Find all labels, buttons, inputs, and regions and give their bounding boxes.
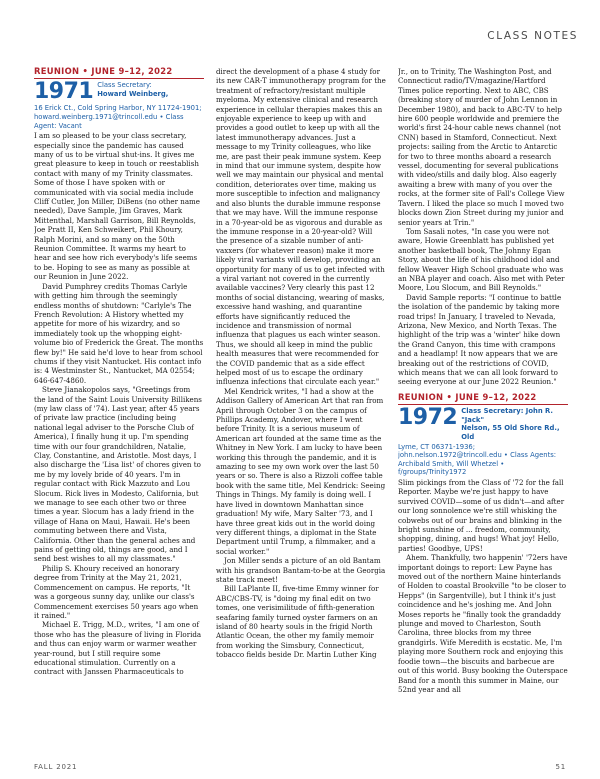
- note-paragraph: Mel Kendrick writes, "I had a show at the Addison Gallery of American Art that ran from April through October 3 on the campus of Phillips Academy, Andover, where I went before Trinity. It is a serious museum of American art founded at the same time as the Whitney in New York. I am lucky to have been working this through the pandemic, and it is amazing to see my own work over the last 50 years or so. There is also a Rizzoli coffee table book with the same title, Mel Kendrick: Seeing Things in Things. My family is doing well. I have lived in downtown Manhattan since graduation! My wife, Mary Salter '73, and I have three great kids out in the world doing very different things, a diplomat in the State Department until Trump, a filmmaker, and a social worker.": [216, 386, 386, 556]
- class-heading-1972: [398, 407, 568, 441]
- secretary-name: Nelson, 55 Old Shore Rd., Old: [461, 424, 560, 441]
- class-secretary-1972: [461, 407, 568, 441]
- note-paragraph: David Pumphrey credits Thomas Carlyle with getting him through the seemingly endless months of shutdown: "Carlyle's The French Revolution: A History whetted my appetite for more of his wizardry, and so immediately took up the whopping eight-volume bio of Frederick the Great. The months flew by!" He said he'd love to hear from school chums if they visit Nantucket. His contact info is: 4 Westminster St., Nantucket, MA 02554; 646-647-4860.: [34, 281, 204, 385]
- page-number: 51: [555, 763, 566, 771]
- note-paragraph: Slim pickings from the Class of '72 for the fall Reporter. Maybe we're just happy to have survived COVID—some of us didn't—and after our long sonnolence we're still whisking the cobwebs out of our brains and blinking in the bright sunshine of ... freedom, community, shopping, dining, and hugs! What joy! Hello, parties! Goodbye, UPS!: [398, 477, 565, 553]
- secretary-label: Class Secretary:: [97, 81, 152, 90]
- note-paragraph: I am so pleased to be your class secretary, especially since the pandemic has caused many of us to be virtual shut-ins. It gives me great pleasure to keep in touch or reestablish contact with many of my Trinity classmates. Some of those I have spoken with or communicated with via social media include Cliff Cutler, Jon Miller, DiBens (no other name needed), Dave Sample, Jim Graves, Mark Mittenthal, Marshall Garrison, Bill Reynolds, Joe Pratt II, Ken Schweikert, Phil Khoury, Ralph Morini, and so many on the 50th Reunion Committee. It warms my heart to hear and see how rich everybody's life seems to be. Hoping to see as many as possible at our Reunion in June 2022.: [34, 131, 200, 282]
- secretary-label: Class Secretary: John R. "Jack": [461, 407, 553, 424]
- class-secretary-1971: [97, 81, 168, 98]
- note-paragraph: Bill LaPlante II, five-time Emmy winner for ABC/CBS-TV, is "doing my final edit on two tomes, one verisimilitude of fifth-generation seafaring family turned oyster farmers on an island of 80 hearty souls in the frigid North Atlantic Ocean, the other my family memoir from working the Simsbury, Connecticut, tobacco fields beside Dr. Martin Luther King: [216, 584, 379, 660]
- note-paragraph: David Sample reports: "I continue to battle the isolation of the pandemic by taking more road trips! In January, I traveled to Nevada, Arizona, New Mexico, and North Texas. The highlight of the trip was a 'winter' hike down the Grand Canyon, this time with crampons and a headlamp! It now appears that we are breaking out of the restrictions of COVID, which means that we can all look forward to seeing everyone at our June 2022 Reunion.": [398, 292, 562, 387]
- column-3: [398, 67, 568, 755]
- column-2: [216, 67, 386, 755]
- class-heading-1971: [34, 81, 204, 103]
- column-1: [34, 67, 204, 755]
- class-year-1971: 1971: [34, 79, 94, 105]
- note-paragraph: Philip S. Khoury received an honorary degree from Trinity at the May 21, 2021, Commencement on campus. He reports, "It was a gorgeous sunny day, unlike our class's Commencement exercises 50 years ago when it rained.": [34, 563, 199, 620]
- note-paragraph: direct the development of a phase 4 study for its new CAR-T immunotherapy program for the treatment of refractory/resistant multiple myeloma. My extensive clinical and research experience in cellular therapies makes this an enjoyable experience to keep up with and provides a good outlet to keep up with all the latest immunotherapy advances. Just a message to my Trinity colleagues, who like me, are past their peak immune system. Keep in mind that our immune system, despite how well we may maintain our physical and mental condition, deteriorates over time, making us more susceptible to infection and malignancy and also blunts the durable immune response that we may have. Will the immune response in a 70-year-old be as vigorous and durable as the immune response in a 20-year-old? Will the presence of a sizable number of anti-vaxxers (for whatever reason) make it more likely viral variants will develop, providing an opportunity for many of us to get infected with a viral variant not covered in the currently available vaccines? Very clearly this past 12 months of social distancing, wearing of masks, excessive hand washing, and quarantine efforts have significantly reduced the incidence and transmission of normal influenza that plagues us each winter season. Thus, we should all keep in mind the public health measures that were recommended for the COVID pandemic that as a side effect helped most of us to escape the ordinary influenza infections that circulate each year.": [216, 67, 386, 387]
- note-paragraph: Tom Sasali notes, "In case you were not aware, Howie Greenblatt has published yet another basketball book, The Johnny Egan Story, about the life of his childhood idol and fellow Weaver High School graduate who was an NBA player and coach. Also met with Peter Moore, Lou Slocum, and Bill Reynolds.": [398, 226, 565, 293]
- note-paragraph: Michael E. Trigg, M.D., writes, "I am one of those who has the pleasure of living in Florida and thus can enjoy warm or warmer weather year-round, but I still require some educational stimulation. Currently on a contract with Janssen Pharmaceuticals to: [34, 620, 202, 677]
- note-paragraph: Jon Miller sends a picture of an old Bantam with his grandson Bantam-to-be at the Georgia state track meet!: [216, 556, 386, 584]
- section-header: CLASS NOTES: [487, 30, 578, 42]
- note-paragraph: Ahem. Thankfully, two happenin' '72ers have important doings to report: Lew Payne has moved out of the northern Maine hinterlands of Holden to coastal Brookville "to be closer to Hepps" (in Sargentville), but I think it's just coincidence and he's joshing me. And John Moses reports he "finally took the grandaddy plunge and moved to Charleston, South Carolina, three blocks from my three grandgirls. Wife Meredith is ecstatic. Me, I'm playing more Southern rock and enjoying this foodie town—the biscuits and barbecue are out of this world. Busy booking the Outerspace Band for a month this summer in Maine, our 52nd year and all: [398, 553, 568, 694]
- class-notes-columns: [34, 67, 568, 755]
- class-contact-1972: Lyme, CT 06371-1936; john.nelson.1972@trincoll.edu • Class Agents: Archibald Smith, Will Whetzel • f/groups/Trinity1972: [398, 442, 557, 477]
- class-year-1972: 1972: [398, 405, 458, 431]
- class-contact-1971: 16 Erick Ct., Cold Spring Harbor, NY 11724-1901; howard.weinberg.1971@trincoll.edu • Class Agent: Vacant: [34, 104, 202, 130]
- issue-label: FALL 2021: [34, 763, 78, 771]
- reunion-banner-1971: REUNION • JUNE 9–12, 2022: [34, 67, 204, 79]
- reunion-banner-1972: REUNION • JUNE 9–12, 2022: [398, 393, 568, 405]
- secretary-name: Howard Weinberg,: [97, 90, 169, 98]
- note-paragraph: Jr., on to Trinity, The Washington Post, and Connecticut radio/TV/magazine/Hartford Times police reporting. Next to ABC, CBS (breaking story of murder of John Lennon in December 1980), and back to ABC-TV to help hire 600 people worldwide and premiere the world's first 24-hour cable news channel (not CNN) based in Stamford, Connecticut. Next projects: sailing from the Arctic to Antarctic for two to three months aboard a research vessel, documenting for several publications with video/stills and daily blog. Also eagerly awaiting a brew with many of you over the rocks, at the former site of Fall's College View Tavern. I liked the place so much I moved two blocks down Zion Street during my junior and senior years at Trin.": [398, 67, 565, 227]
- note-paragraph: Steve Jianakopolos says, "Greetings from the land of the Saint Louis University Billikens (my law class of '74). Last year, after 45 years of private law practice (including being national legal adviser to the Porsche Club of America), I finally hung it up. I'm spending time with our four grandchildren, Natalie, Clay, Constantine, and Aristotle. Most days, I also discharge the 'Lisa list' of chores given to me by my lovely bride of 40 years. I'm in regular contact with Rick Mazzuto and Lou Slocum. Rick lives in Modesto, California, but we manage to see each other two or three times a year. Slocum has a lady friend in the village of Hana on Maui, Hawaii. He's been commuting between there and Vista, California. Other than the general aches and pains of getting old, things are good, and I send best wishes to all my classmates.": [34, 385, 202, 564]
